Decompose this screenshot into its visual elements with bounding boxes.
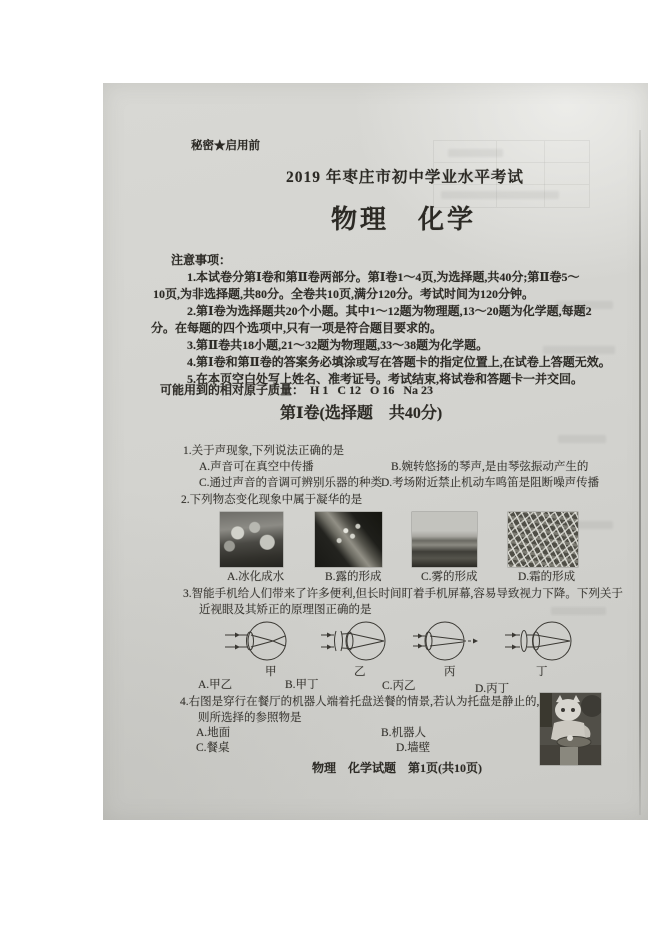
dew-photo (315, 512, 382, 567)
security-label: 秘密★启用前 (191, 140, 260, 152)
q1-option-b: B.婉转悠扬的琴声,是由琴弦振动产生的 (391, 461, 589, 473)
q3-diagram-label-bing: 丙 (444, 666, 456, 678)
bleedthrough-smudge (558, 435, 606, 443)
note-line: 1.本试卷分第Ⅰ卷和第Ⅱ卷两部分。第Ⅰ卷1～4页,为选择题,共40分;第Ⅱ卷5～ (187, 270, 580, 284)
eye-diagram-ding (503, 617, 575, 665)
q1-option-d: D.考场附近禁止机动车鸣笛是阻断噪声传播 (381, 477, 600, 489)
robot-waiter-photo (540, 693, 601, 765)
section-title: 第Ⅰ卷(选择题 共40分) (280, 405, 443, 422)
eye-diagram-bing (411, 617, 483, 665)
q3-diagram-label-yi: 乙 (354, 666, 366, 678)
q4-stem-line2: 则所选择的参照物是 (198, 712, 302, 724)
q3-option-b: B.甲丁 (285, 679, 319, 691)
eye-diagram-yi (319, 617, 387, 665)
q1-option-c: C.通过声音的音调可辨别乐器的种类 (199, 477, 383, 489)
q1-option-a: A.声音可在真空中传播 (199, 461, 314, 473)
q3-diagram-label-ding: 丁 (536, 666, 548, 678)
fog-photo (412, 512, 477, 567)
bleedthrough-smudge (543, 346, 615, 354)
ice-melting-photo (220, 512, 283, 567)
q3-option-c: C.丙乙 (382, 680, 416, 692)
note-line: 4.第Ⅰ卷和第Ⅱ卷的答案务必填涂或写在答题卡的指定位置上,在试卷上答题无效。 (187, 355, 611, 369)
note-line: 2.第Ⅰ卷为选择题共20个小题。其中1～12题为物理题,13～20题为化学题,每题2 (187, 304, 592, 318)
note-line: 3.第Ⅱ卷共18小题,21～32题为物理题,33～38题为化学题。 (187, 338, 489, 352)
q3-stem-line1: 3.智能手机给人们带来了许多便利,但长时间盯着手机屏幕,容易导致视力下降。下列关于 (183, 588, 623, 600)
q3-diagram-label-jia: 甲 (265, 666, 277, 678)
paper-sheet (103, 83, 648, 820)
q4-option-c: C.餐桌 (196, 742, 230, 754)
page-footer: 物理 化学试题 第1页(共10页) (312, 761, 482, 775)
q2-label-b: B.露的形成 (325, 571, 382, 583)
q1-stem: 1.关于声现象,下列说法正确的是 (183, 445, 344, 457)
q4-stem-line1: 4.右图是穿行在餐厅的机器人端着托盘送餐的情景,若认为托盘是静止的, (180, 696, 540, 708)
q3-option-d: D.丙丁 (475, 683, 510, 695)
notes-heading: 注意事项： (171, 253, 232, 267)
q2-label-d: D.霜的形成 (518, 571, 576, 583)
frost-photo (508, 512, 578, 567)
note-line: 10页,为非选择题,共80分。全卷共10页,满分120分。考试时间为120分钟。 (153, 287, 535, 301)
q3-option-a: A.甲乙 (198, 679, 233, 691)
note-line: 5.在本页空白处写上姓名、准考证号。考试结束,将试卷和答题卡一并交回。 (187, 372, 584, 386)
q2-label-a: A.冰化成水 (227, 571, 285, 583)
note-line: 分。在每题的四个选项中,只有一项是符合题目要求的。 (151, 321, 443, 335)
q4-option-d: D.墙壁 (396, 742, 431, 754)
exam-title: 2019 年枣庄市初中学业水平考试 (286, 169, 524, 186)
atomic-mass-line: 可能用到的相对原子质量： H 1 C 12 O 16 Na 23 (160, 383, 434, 397)
bleedthrough-smudge (551, 607, 606, 615)
page-edge-line (639, 130, 641, 815)
subject-title: 物理 化学 (331, 205, 477, 234)
bleedthrough-smudge (441, 191, 559, 199)
q2-stem: 2.下列物态变化现象中属于凝华的是 (181, 494, 363, 506)
q4-option-b: B.机器人 (381, 727, 427, 739)
q2-label-c: C.雾的形成 (421, 571, 478, 583)
q3-stem-line2: 近视眼及其矫正的原理图正确的是 (199, 604, 372, 616)
bleedthrough-smudge (448, 149, 503, 157)
eye-diagram-jia (223, 617, 291, 665)
q4-option-a: A.地面 (196, 727, 231, 739)
